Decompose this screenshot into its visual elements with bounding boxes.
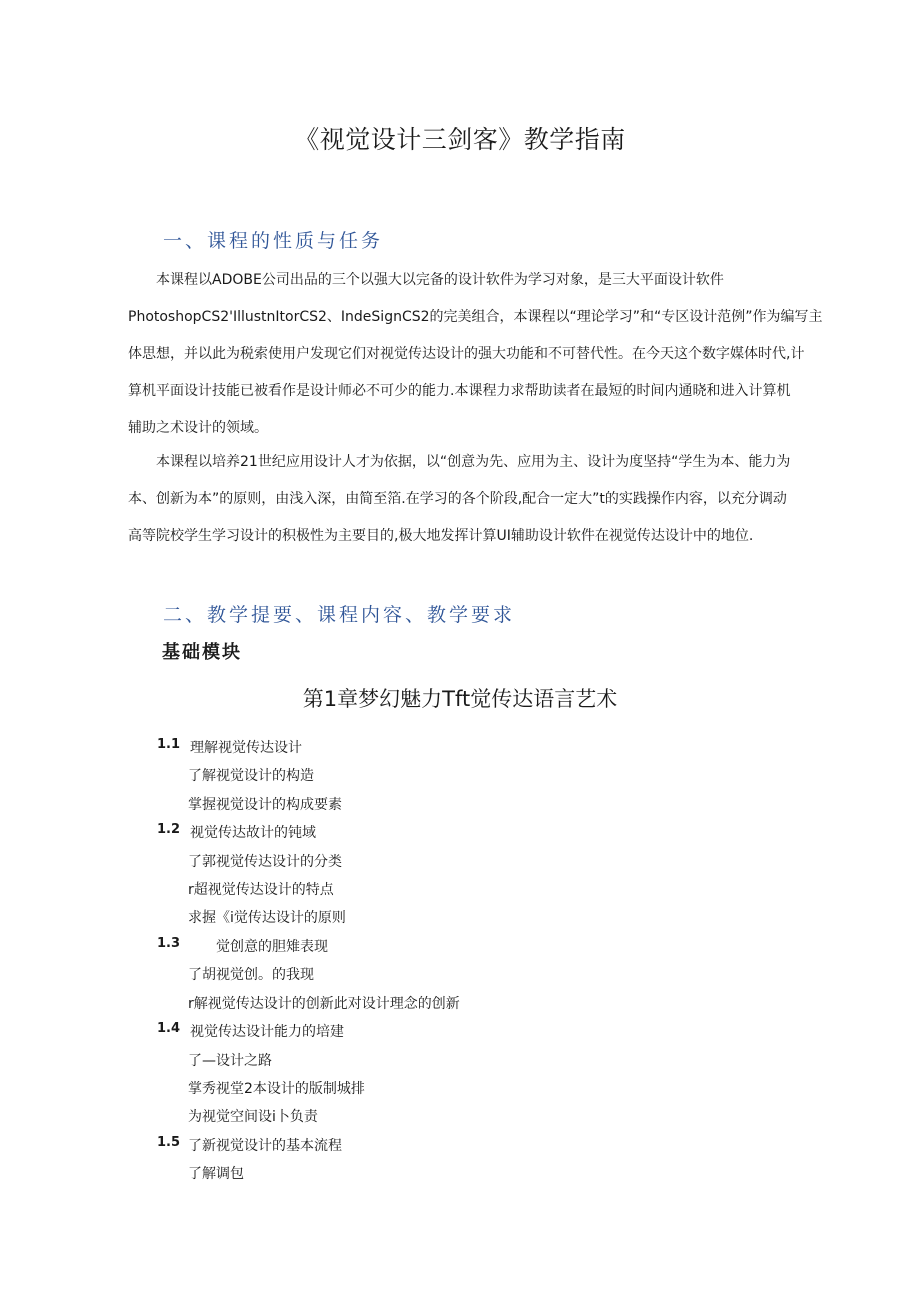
outline-item: 为视觉空间设i卜负责 (188, 1109, 318, 1125)
paragraph-line: PhotoshopCS2'IllustnItorCS2、IndeSignCS2的完美组合，本课程以“理论学习”和“专区设计范例”作为编写主 (128, 309, 823, 325)
outline-item: r超视觉传达设计的特点 (188, 882, 334, 898)
paragraph-line: 本课程以培养21世纪应用设计人才为依据，以“创意为先、应用为主、设计为度坚持“学生为本、能力为 (156, 454, 791, 470)
section-title: 视觉传达故计的钝域 (190, 825, 316, 841)
module-heading: 基础模块 (162, 642, 242, 663)
document-title: 《视觉设计三剑客》教学指南 (294, 125, 626, 154)
outline-item: r解视觉传达设计的创新此对设计理念的创新 (188, 996, 460, 1012)
outline-item: 了郭视觉传达设计的分类 (188, 854, 342, 870)
section-number: 1.1 (157, 737, 181, 752)
section-number: 1.2 (157, 822, 181, 837)
section-number: 1.4 (157, 1021, 181, 1036)
outline-item: 求握《i觉传达设计的原则 (188, 910, 346, 926)
outline-item: 了解调包 (188, 1166, 244, 1182)
section-number: 1.3 (157, 936, 181, 951)
paragraph-course-goals (128, 444, 798, 555)
outline-item: 了解视觉设计的构造 (188, 768, 314, 784)
paragraph-course-intro (128, 262, 823, 447)
section-title: 了新视觉设计的基本流程 (188, 1138, 342, 1154)
outline-item: 了—设计之路 (188, 1053, 272, 1069)
section-heading-nature-tasks: 一、课程的性质与任务 (163, 230, 384, 252)
outline-item: 了胡视觉创。的我现 (188, 967, 314, 983)
chapter-title: 第1章梦幻魅力Tft觉传达语言艺术 (302, 687, 618, 711)
paragraph-line: 高等院校学生学习设计的积极性为主要目的,极大地发挥计算UI辅助设计软件在视觉传达设计中的地位. (128, 528, 754, 544)
section-title: 觉创意的胆雉表现 (216, 939, 328, 955)
section-title: 理解视觉传达设计 (190, 740, 302, 756)
paragraph-line: 算机平面设计技能已被看作是设计师必不可少的能力.本课程力求帮助读者在最短的时间内通晓和进入计算机 (128, 383, 791, 399)
section-title: 视觉传达设计能力的培建 (190, 1024, 344, 1040)
section-number: 1.5 (157, 1135, 181, 1150)
outline-item: 掌握视觉设计的构成要素 (188, 797, 342, 813)
paragraph-line: 本、创新为本”的原则，由浅入深，由简至箔.在学习的各个阶段,配合一定大”t的实践操作内容，以充分调动 (128, 491, 787, 507)
outline-item: 掌秀视堂2本设计的版制城排 (188, 1081, 365, 1097)
paragraph-line: 本课程以ADOBE公司出品的三个以强大以完备的设计软件为学习对象，是三大平面设计软件 (156, 272, 724, 288)
paragraph-line: 体思想，并以此为税索使用户发现它们对视觉传达设计的强大功能和不可替代性。在今天这个数字媒体时代,计 (128, 346, 805, 362)
paragraph-line: 辅助之术设计的领域。 (128, 420, 268, 436)
section-heading-teaching-outline: 二、教学提要、课程内容、教学要求 (163, 604, 516, 626)
